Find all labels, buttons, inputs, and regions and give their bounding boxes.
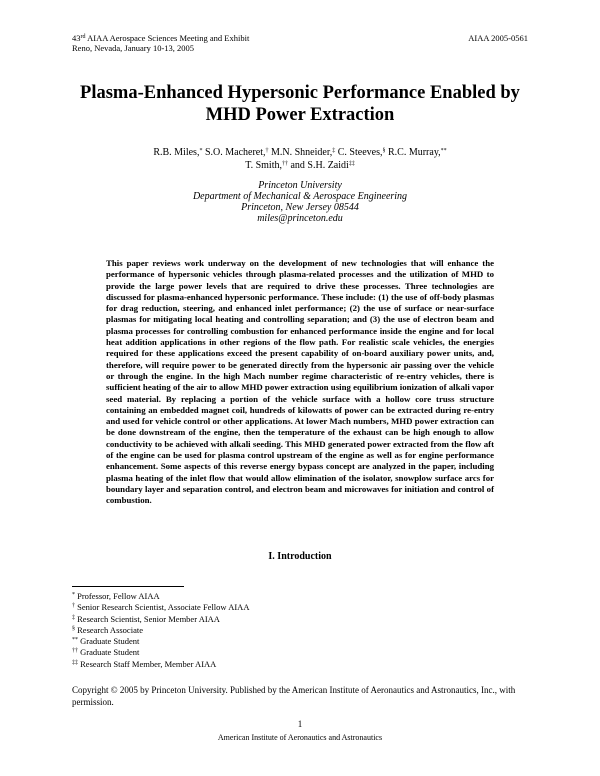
department: Department of Mechanical & Aerospace Engineering xyxy=(192,191,408,202)
author-name: R.C. Murray, xyxy=(387,147,441,158)
section-heading: I. Introduction xyxy=(268,551,332,562)
email: miles@princeton.edu xyxy=(257,213,343,224)
author-name: R.B. Miles, xyxy=(153,147,200,158)
copyright-notice: Copyright © 2005 by Princeton University. Published by the American Institute of Aeronautics and Astronautics, Inc., with permission. xyxy=(72,685,516,707)
footnote-text: Research Associate xyxy=(75,624,143,635)
running-header-left xyxy=(72,33,249,53)
conference-rest: AIAA Aerospace Sciences Meeting and Exhibit xyxy=(85,33,250,43)
page-number: 1 xyxy=(297,719,303,729)
footnote xyxy=(72,625,249,636)
footnote-text: Graduate Student xyxy=(78,647,140,658)
author-mark: ** xyxy=(440,148,447,154)
footnote xyxy=(72,602,249,613)
conference-location-date: Reno, Nevada, January 10-13, 2005 xyxy=(72,43,195,53)
footnote xyxy=(72,647,249,658)
author-name: C. Steeves, xyxy=(337,147,383,158)
footnote-text: Research Scientist, Senior Member AIAA xyxy=(75,613,220,624)
footnote-mark: ‡‡ xyxy=(72,659,78,666)
footnote-mark: § xyxy=(72,625,75,632)
author-list xyxy=(72,146,528,172)
footnote-mark: † xyxy=(72,603,75,610)
conference-number: 43 xyxy=(72,33,81,43)
paper-title xyxy=(72,82,528,126)
abstract: This paper reviews work underway on the development of new technologies that will enhance the performance of hypersonic vehicles through plasma-related processes and the utilization of MHD to provide the large power levels that are required to drive these processes. Three technologies are discussed for plasma-enhanced hypersonic performance. These include: (1) the use of off-body plasmas for drag reduction, steering, and enhanced inlet performance; (2) the use of surface or near-surface plasmas for mitigating local heating and controlling separation; and (3) the use of electron beam and plasma processes for controlling combustion for enhanced performance inside the engine and for local heat addition applications in other regions of the flow path. For realistic scale vehicles, the energies required for these applications exceed the present capability of on-board auxiliary power units, and, therefore, will require power to be generated directly from the hypersonic air passing over the vehicle or through the engine. In the high Mach number regime characteristic of re-entry vehicles, there is sufficient heating of the air to allow MHD power extraction using equilibrium ionization of alkali vapor seed material. By replacing a portion of the vehicle surface with a hollow core truss structure containing an embedded magnet coil, hundreds of kilowatts of power can be extracted during re-entry and used for vehicle control or other applications. At lower Mach numbers, MHD power extraction can be done downstream of the engine, then the temperature of the exhaust can be high enough to allow conductivity to be achieved with alkali seeding. This MHD generated power extracted from the flow aft of the engine can be used for plasma control upstream of the engine as well as for engine performance enhancement. Some aspects of this reverse energy bypass concept are analyzed in the paper, including plasma heating of the inlet flow that would allow elimination of the isolator, snowplow surface arcs for boundary layer and separation control, and electron beam and microwaves for initiation and control of combustion. xyxy=(106,258,494,506)
affiliation xyxy=(72,180,528,224)
footnote xyxy=(72,659,249,670)
author-name: S.O. Macheret, xyxy=(204,147,266,158)
conference-ordinal: rd xyxy=(80,34,86,40)
footnote xyxy=(72,636,249,647)
footnotes xyxy=(72,591,249,670)
author-line-2 xyxy=(72,159,528,172)
footnote xyxy=(72,591,249,602)
paper-id: AIAA 2005-0561 xyxy=(468,33,528,43)
footnote-mark: * xyxy=(72,592,75,598)
author-mark: ‡ xyxy=(332,148,336,154)
city: Princeton, New Jersey 08544 xyxy=(241,202,359,213)
footnote-mark: †† xyxy=(72,648,78,655)
footnote-mark: ** xyxy=(72,637,78,644)
author-mark: ‡‡ xyxy=(348,161,355,167)
footnote-mark: ‡ xyxy=(72,614,75,621)
university: Princeton University xyxy=(258,180,342,191)
page-footer: American Institute of Aeronautics and Astronautics xyxy=(217,733,383,742)
author-name: and S.H. Zaidi xyxy=(290,160,349,171)
author-mark: † xyxy=(265,148,269,154)
title-line-2: MHD Power Extraction xyxy=(205,105,395,125)
footnote xyxy=(72,614,249,625)
author-mark: * xyxy=(199,148,203,154)
footnote-rule xyxy=(72,586,184,587)
footnote-text: Professor, Fellow AIAA xyxy=(75,591,160,601)
author-line-1 xyxy=(72,146,528,159)
author-mark: †† xyxy=(281,161,288,167)
title-line-1: Plasma-Enhanced Hypersonic Performance Enabled by xyxy=(80,83,520,103)
footnote-text: Research Staff Member, Member AIAA xyxy=(78,658,217,669)
author-name: T. Smith, xyxy=(245,160,282,171)
footnote-text: Senior Research Scientist, Associate Fellow AIAA xyxy=(75,602,250,613)
footnote-text: Graduate Student xyxy=(78,636,140,647)
author-mark: § xyxy=(382,148,386,154)
conference-name xyxy=(72,33,249,43)
author-name: M.N. Shneider, xyxy=(271,147,333,158)
